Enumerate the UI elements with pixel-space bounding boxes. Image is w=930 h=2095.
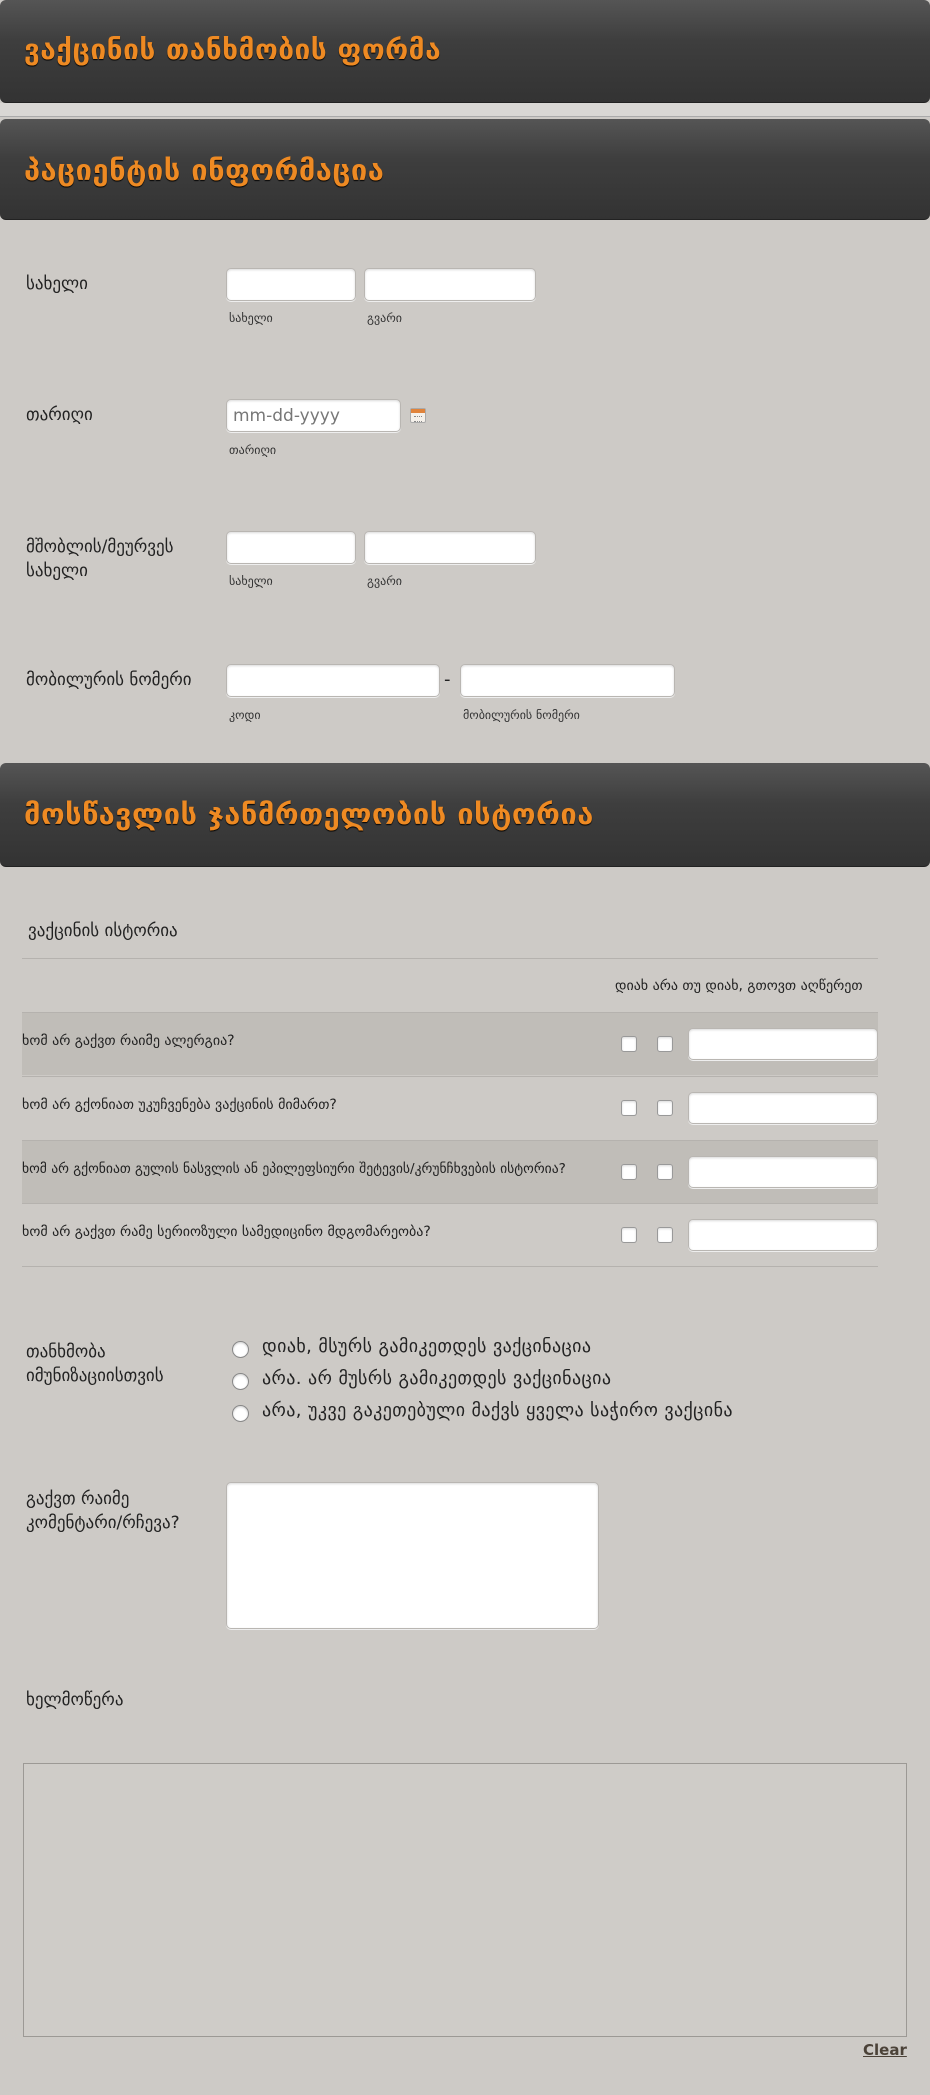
signature-pad[interactable] bbox=[23, 1763, 907, 2037]
last-name-sublabel: გვარი bbox=[367, 311, 402, 325]
no-checkbox[interactable] bbox=[657, 1100, 673, 1116]
mobile-label: მობილურის ნომერი bbox=[26, 670, 192, 690]
mobile-code-sublabel: კოდი bbox=[229, 708, 261, 722]
yes-checkbox[interactable] bbox=[621, 1227, 637, 1243]
consent-option-no[interactable]: არა. არ მუსრს გამიკეთდეს ვაქცინაცია bbox=[262, 1368, 612, 1389]
last-name-input[interactable] bbox=[364, 268, 536, 301]
matrix-row bbox=[22, 1077, 878, 1139]
mobile-separator: - bbox=[444, 669, 451, 690]
comments-label-line1: გაქვთ რაიმე bbox=[26, 1489, 130, 1509]
form-title: ვაქცინის თანხმობის ფორმა bbox=[24, 33, 442, 66]
details-input[interactable] bbox=[688, 1219, 878, 1251]
column-header-no: არა bbox=[652, 978, 678, 994]
comments-label-line2: კომენტარი/რჩევა? bbox=[26, 1513, 180, 1533]
matrix-row bbox=[22, 1204, 878, 1266]
guardian-label-line1: მშობლის/მეურვეს bbox=[26, 537, 174, 557]
consent-radio-no[interactable] bbox=[232, 1373, 249, 1390]
mobile-number-sublabel: მობილურის ნომერი bbox=[463, 708, 580, 722]
history-section-title: მოსწავლის ჯანმრთელობის ისტორია bbox=[24, 797, 594, 831]
details-input[interactable] bbox=[688, 1092, 878, 1124]
yes-checkbox[interactable] bbox=[621, 1036, 637, 1052]
yes-checkbox[interactable] bbox=[621, 1164, 637, 1180]
mobile-number-input[interactable] bbox=[460, 664, 675, 697]
patient-section-header bbox=[0, 119, 930, 220]
matrix-question: ხომ არ გქონიათ უკუჩვენება ვაქცინის მიმართ? bbox=[22, 1097, 337, 1113]
divider bbox=[22, 958, 878, 959]
no-checkbox[interactable] bbox=[657, 1036, 673, 1052]
guardian-last-sublabel: გვარი bbox=[367, 574, 402, 588]
matrix-question: ხომ არ გაქვთ რაიმე ალერგია? bbox=[22, 1033, 235, 1049]
patient-section-title: პაციენტის ინფორმაცია bbox=[24, 153, 385, 187]
matrix-column-headers bbox=[615, 978, 863, 994]
matrix-question: ხომ არ გაქვთ რამე სერიოზული სამედიცინო მდგომარეობა? bbox=[22, 1224, 431, 1240]
date-label: თარიღი bbox=[26, 405, 93, 425]
consent-label-line1: თანხმობა bbox=[26, 1342, 106, 1362]
consent-radio-already-vaccinated[interactable] bbox=[232, 1405, 249, 1422]
first-name-input[interactable] bbox=[226, 268, 356, 301]
clear-signature-link[interactable]: Clear bbox=[863, 2041, 907, 2059]
matrix-row bbox=[22, 1013, 878, 1075]
mobile-code-input[interactable] bbox=[226, 664, 440, 697]
comments-textarea[interactable] bbox=[226, 1482, 599, 1629]
guardian-last-name-input[interactable] bbox=[364, 531, 536, 564]
guardian-first-sublabel: სახელი bbox=[229, 574, 273, 588]
divider bbox=[22, 1266, 878, 1267]
history-section-header bbox=[0, 763, 930, 867]
details-input[interactable] bbox=[688, 1028, 878, 1060]
consent-radio-yes[interactable] bbox=[232, 1341, 249, 1358]
consent-option-already-vaccinated[interactable]: არა, უკვე გაკეთებული მაქვს ყველა საჭირო ვაქცინა bbox=[262, 1400, 733, 1421]
no-checkbox[interactable] bbox=[657, 1227, 673, 1243]
form-title-bar bbox=[0, 0, 930, 103]
guardian-label-line2: სახელი bbox=[26, 561, 88, 581]
calendar-icon[interactable] bbox=[410, 408, 426, 423]
column-header-details: თუ დიახ, გთოვთ აღწერეთ bbox=[682, 978, 863, 994]
details-input[interactable] bbox=[688, 1156, 878, 1188]
first-name-sublabel: სახელი bbox=[229, 311, 273, 325]
date-input[interactable] bbox=[226, 399, 401, 432]
name-label: სახელი bbox=[26, 274, 88, 294]
matrix-title: ვაქცინის ისტორია bbox=[28, 921, 178, 941]
divider bbox=[0, 103, 930, 117]
consent-option-yes[interactable]: დიახ, მსურს გამიკეთდეს ვაქცინაცია bbox=[262, 1336, 592, 1357]
guardian-first-name-input[interactable] bbox=[226, 531, 356, 564]
date-sublabel: თარიღი bbox=[229, 443, 277, 457]
no-checkbox[interactable] bbox=[657, 1164, 673, 1180]
matrix-question: ხომ არ გქონიათ გულის ნასვლის ან ეპილეფსიური შეტევის/კრუნჩხვების ისტორია? bbox=[22, 1161, 566, 1177]
yes-checkbox[interactable] bbox=[621, 1100, 637, 1116]
signature-label: ხელმოწერა bbox=[26, 1690, 124, 1710]
consent-label-line2: იმუნიზაციისთვის bbox=[26, 1366, 164, 1386]
matrix-row bbox=[22, 1141, 878, 1203]
column-header-yes: დიახ bbox=[615, 978, 649, 994]
